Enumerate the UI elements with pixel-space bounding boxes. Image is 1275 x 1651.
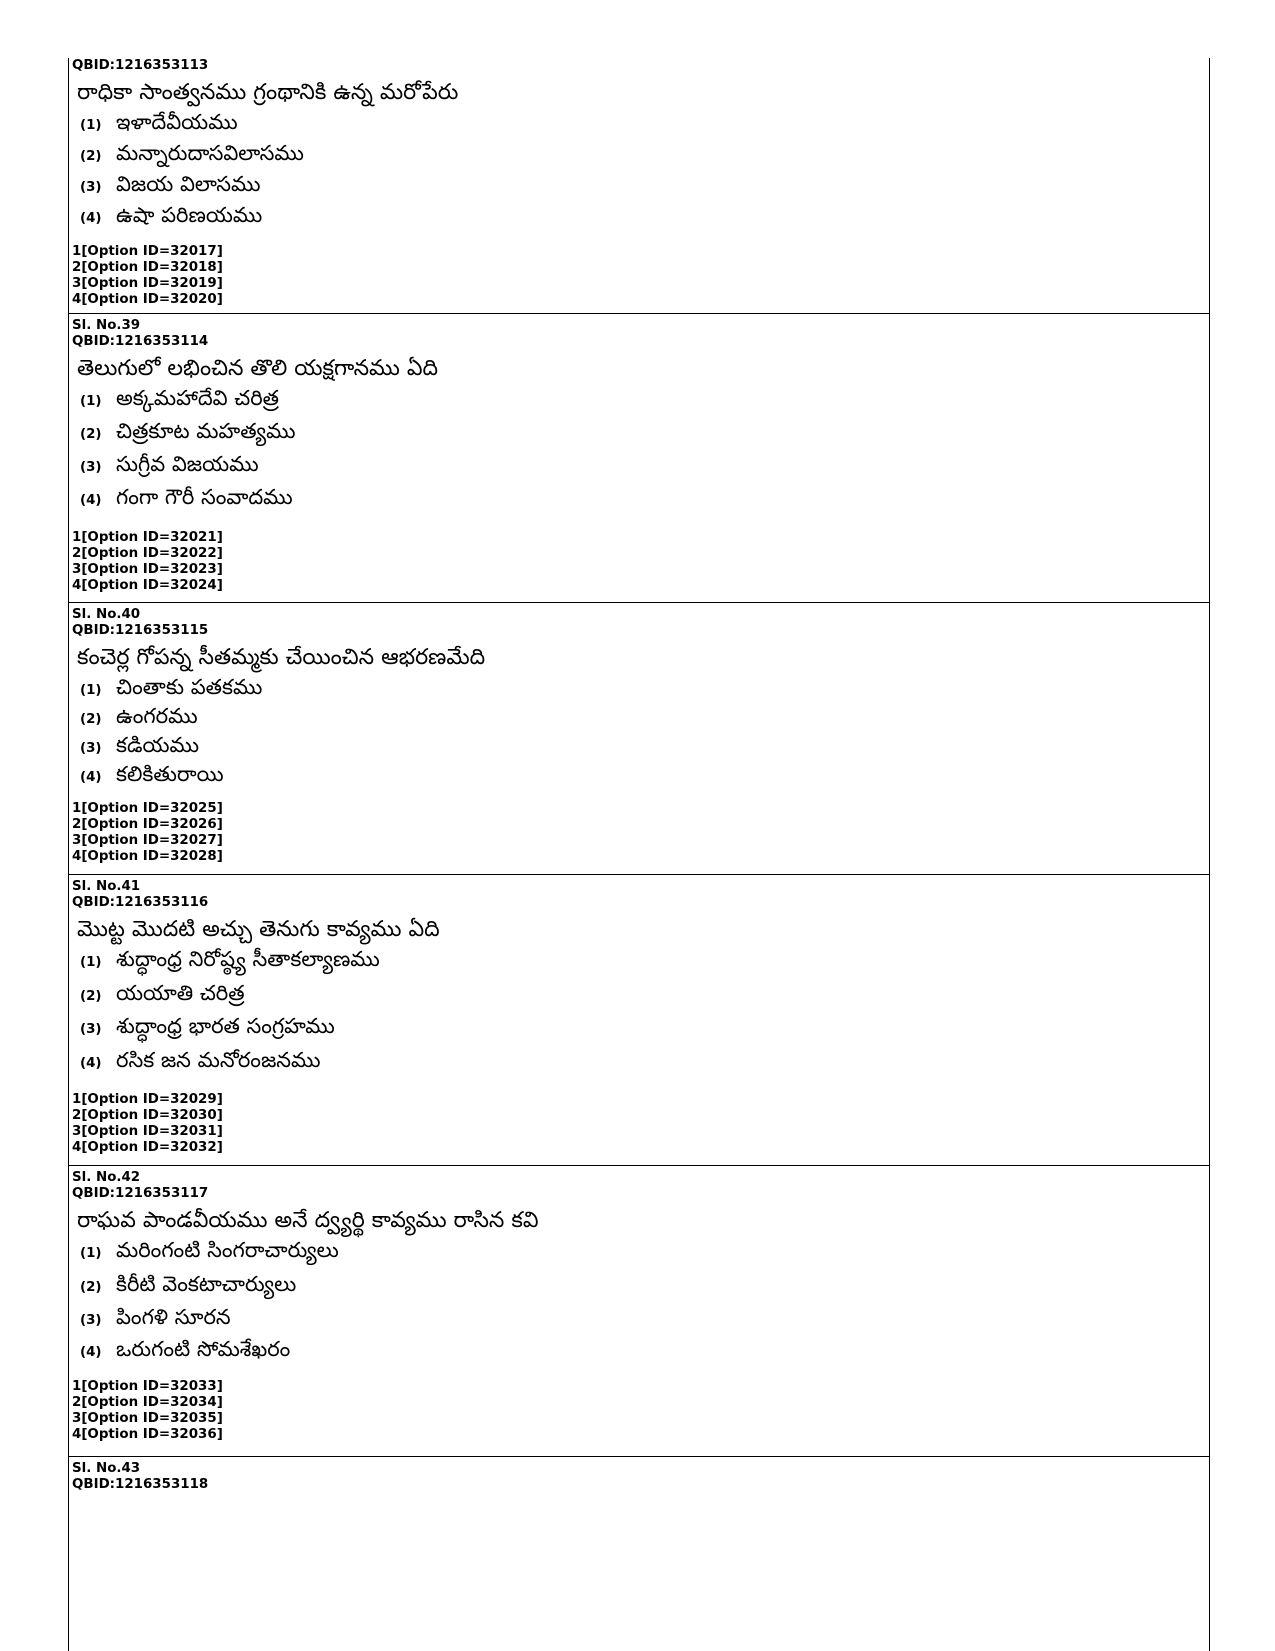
option-number: (1): [80, 955, 102, 970]
option-id: 2[Option ID=32022]: [72, 546, 223, 561]
serial-number: Sl. No.42: [72, 1170, 141, 1185]
qbid: QBID:1216353114: [72, 334, 209, 349]
option-2: [68, 1272, 1210, 1305]
option-text: ఉంగరము: [116, 704, 198, 728]
option-ids: [68, 801, 1210, 865]
option-text: సుగ్రీవ విజయము: [116, 452, 259, 476]
option-id: 4[Option ID=32028]: [72, 849, 223, 864]
option-number: (1): [80, 1246, 102, 1261]
qbid: QBID:1216353118: [72, 1477, 209, 1492]
option-number: (3): [80, 460, 102, 475]
option-text: చిత్రకూట మహత్యము: [116, 419, 296, 443]
option-number: (3): [80, 1313, 102, 1328]
option-number: (2): [80, 712, 102, 727]
option-1: [68, 386, 1210, 419]
option-1: [68, 1238, 1210, 1272]
option-text: చింతాకు పతకము: [116, 675, 263, 699]
option-number: (1): [80, 394, 102, 409]
option-3: [68, 733, 1210, 762]
option-id: 3[Option ID=32031]: [72, 1124, 223, 1139]
question-block-39: [68, 314, 1210, 603]
question-text: తెలుగులో లభించిన తొలి యక్షగానము ఏది: [77, 356, 439, 381]
option-4: [68, 1337, 1210, 1369]
option-text: మరింగంటి సింగరాచార్యులు: [116, 1238, 339, 1262]
option-text: మన్నారుదాసవిలాసము: [116, 141, 304, 165]
option-id: 2[Option ID=32026]: [72, 817, 223, 832]
option-id: 2[Option ID=32018]: [72, 260, 223, 275]
option-3: [68, 1014, 1210, 1048]
option-text: ఇళాదేవీయము: [116, 110, 238, 134]
question-block-41: [68, 875, 1210, 1166]
option-text: విజయ విలాసము: [116, 172, 261, 196]
qbid: QBID:1216353113: [72, 58, 209, 73]
option-text: ఒరుగంటి సోమశేఖరం: [116, 1337, 291, 1361]
question-block-40: [68, 603, 1210, 875]
option-text: శుద్ధాంధ్ర భారత సంగ్రహము: [116, 1014, 335, 1038]
question-text: రాఘవ పాండవీయము అనే ద్వ్యర్థి కావ్యము రాసిన కవి: [77, 1208, 539, 1233]
option-2: [68, 419, 1210, 452]
option-number: (3): [80, 741, 102, 756]
option-number: (4): [80, 211, 102, 226]
option-1: [68, 947, 1210, 981]
serial-number: Sl. No.41: [72, 879, 141, 894]
option-id: 3[Option ID=32023]: [72, 562, 223, 577]
option-id: 1[Option ID=32021]: [72, 530, 223, 545]
option-3: [68, 1305, 1210, 1337]
option-1: [68, 110, 1210, 141]
option-4: [68, 485, 1210, 520]
question-block-43: [68, 1457, 1210, 1517]
option-ids: [68, 1379, 1210, 1443]
option-text: కడియము: [116, 733, 199, 757]
serial-number: Sl. No.40: [72, 607, 141, 622]
question-text: కంచెర్ల గోపన్న సీతమ్మకు చేయించిన ఆభరణమేది: [77, 645, 486, 670]
option-number: (4): [80, 493, 102, 508]
question-text: మొట్ట మొదటి అచ్చు తెనుగు కావ్యము ఏది: [77, 917, 440, 942]
option-2: [68, 141, 1210, 172]
option-ids: [68, 244, 1210, 308]
option-id: 3[Option ID=32027]: [72, 833, 223, 848]
option-text: శుద్ధాంధ్ర నిరోష్ఠ్య సీతాకల్యాణము: [116, 947, 380, 971]
option-id: 4[Option ID=32020]: [72, 292, 223, 307]
option-text: కలికితురాయి: [116, 762, 224, 786]
option-number: (3): [80, 180, 102, 195]
option-text: అక్కమహాదేవి చరిత్ర: [116, 386, 279, 410]
option-text: రసిక జన మనోరంజనము: [116, 1048, 321, 1072]
serial-number: Sl. No.43: [72, 1461, 141, 1476]
option-id: 4[Option ID=32036]: [72, 1427, 223, 1442]
option-id: 4[Option ID=32032]: [72, 1140, 223, 1155]
option-id: 3[Option ID=32019]: [72, 276, 223, 291]
question-text: రాధికా సాంత్వనము గ్రంథానికి ఉన్న మరోపేరు: [77, 80, 459, 105]
option-3: [68, 172, 1210, 203]
option-number: (1): [80, 683, 102, 698]
option-number: (4): [80, 1056, 102, 1071]
question-block-42: [68, 1166, 1210, 1457]
qbid: QBID:1216353117: [72, 1186, 209, 1201]
option-4: [68, 1048, 1210, 1082]
option-id: 2[Option ID=32030]: [72, 1108, 223, 1123]
option-number: (3): [80, 1022, 102, 1037]
option-number: (1): [80, 118, 102, 133]
option-1: [68, 675, 1210, 704]
option-number: (2): [80, 427, 102, 442]
qbid: QBID:1216353116: [72, 895, 209, 910]
option-id: 1[Option ID=32029]: [72, 1092, 223, 1107]
option-text: పింగళి సూరన: [116, 1305, 231, 1329]
option-2: [68, 981, 1210, 1014]
option-number: (4): [80, 1345, 102, 1360]
qbid: QBID:1216353115: [72, 623, 209, 638]
option-text: యయాతి చరిత్ర: [116, 981, 245, 1005]
option-ids: [68, 530, 1210, 594]
option-2: [68, 704, 1210, 733]
option-id: 4[Option ID=32024]: [72, 578, 223, 593]
option-number: (2): [80, 1280, 102, 1295]
option-number: (2): [80, 149, 102, 164]
option-text: ఉషా పరిణయము: [116, 203, 263, 227]
option-3: [68, 452, 1210, 485]
option-number: (4): [80, 770, 102, 785]
option-number: (2): [80, 989, 102, 1004]
serial-number: Sl. No.39: [72, 318, 141, 333]
option-ids: [68, 1092, 1210, 1156]
option-text: కిరీటి వెంకటాచార్యులు: [116, 1272, 297, 1296]
option-4: [68, 762, 1210, 791]
option-text: గంగా గౌరీ సంవాదము: [116, 485, 293, 509]
option-4: [68, 203, 1210, 234]
option-id: 3[Option ID=32035]: [72, 1411, 223, 1426]
option-id: 1[Option ID=32025]: [72, 801, 223, 816]
option-id: 2[Option ID=32034]: [72, 1395, 223, 1410]
question-block-38: [68, 58, 1210, 314]
option-id: 1[Option ID=32017]: [72, 244, 223, 259]
option-id: 1[Option ID=32033]: [72, 1379, 223, 1394]
